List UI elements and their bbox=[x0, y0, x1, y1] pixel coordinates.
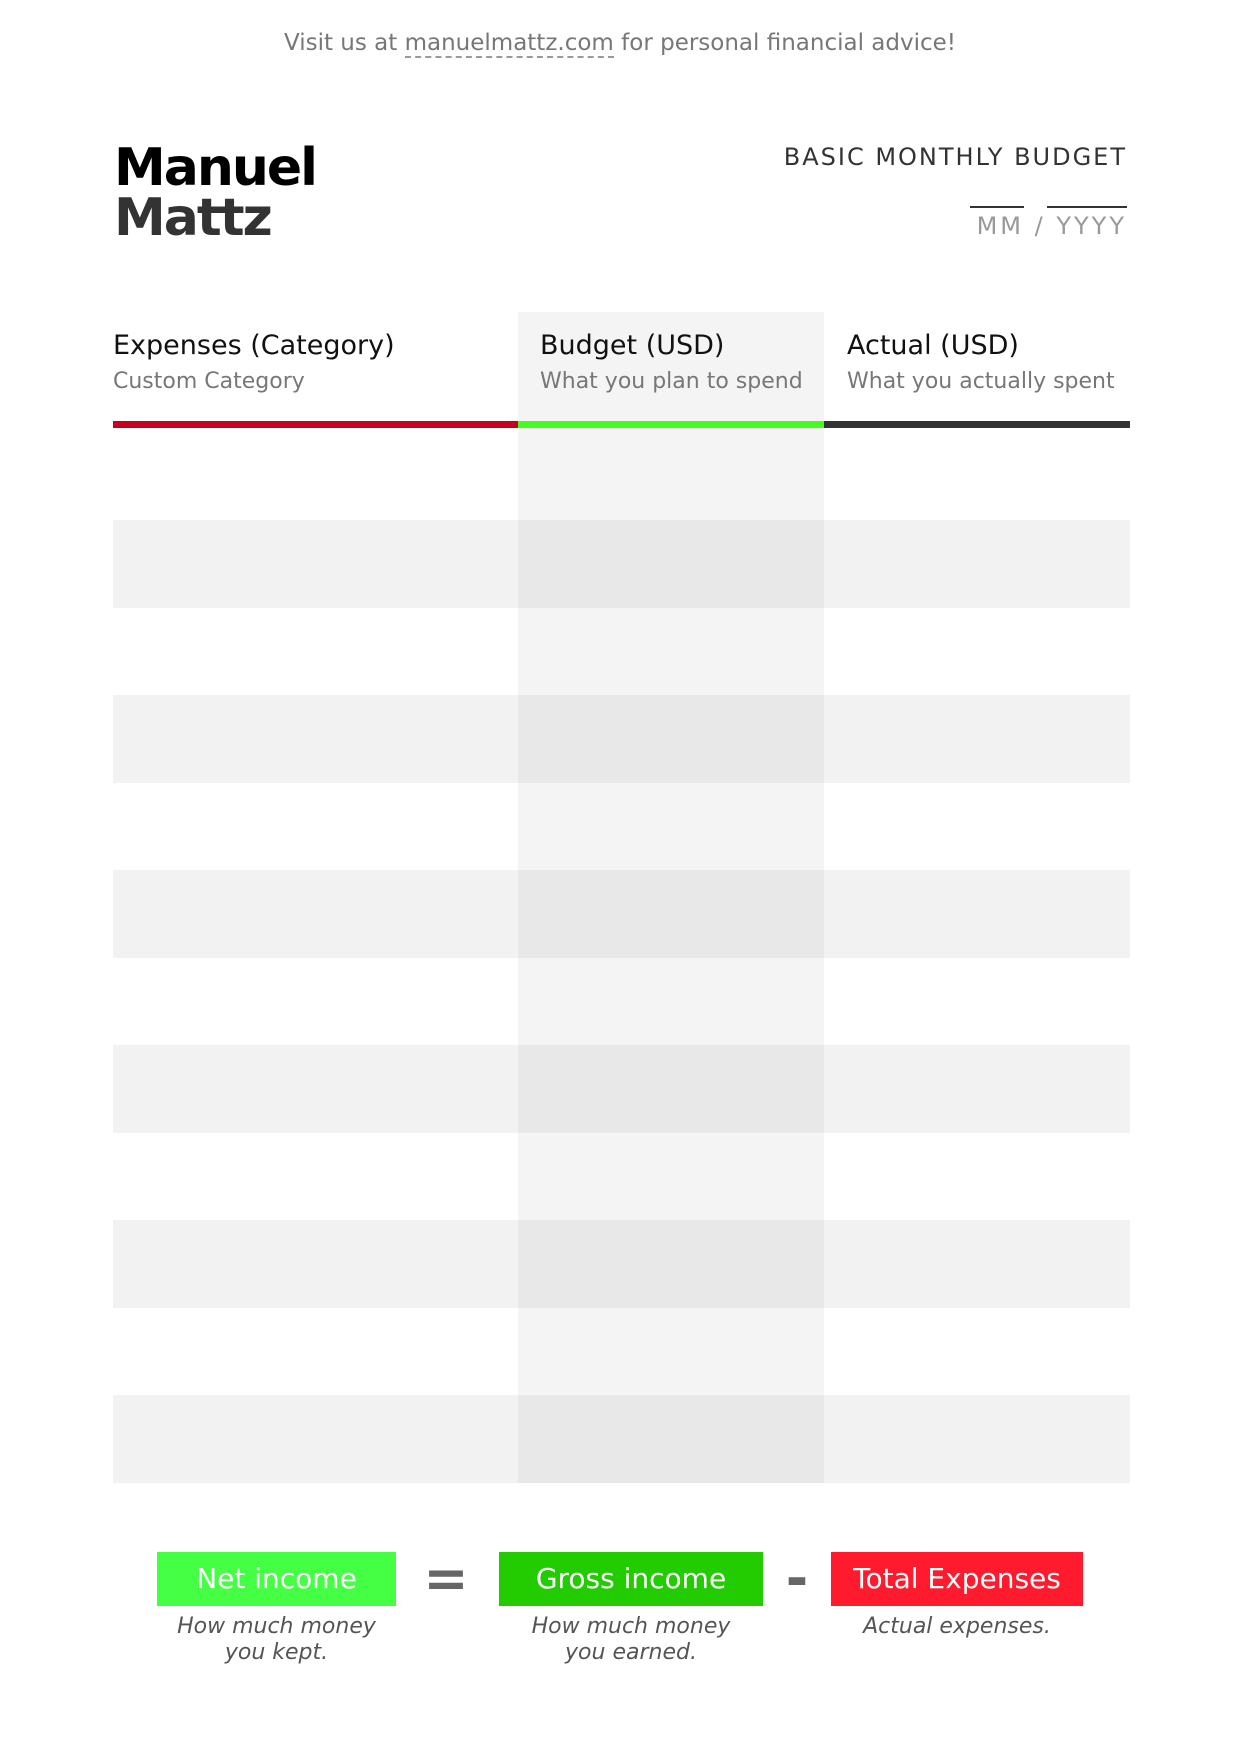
category-cell[interactable] bbox=[113, 1307, 518, 1395]
table-row bbox=[113, 695, 1130, 783]
table-row bbox=[113, 1395, 1130, 1483]
actual-cell[interactable] bbox=[824, 695, 1130, 783]
budget-cell[interactable] bbox=[518, 1220, 824, 1308]
table-row bbox=[113, 520, 1130, 608]
promo-prefix: Visit us at bbox=[283, 30, 405, 56]
document-title: BASIC MONTHLY BUDGET bbox=[783, 143, 1127, 171]
gross-income-caption: How much money you earned. bbox=[531, 1614, 731, 1665]
actual-cell[interactable] bbox=[824, 607, 1130, 695]
date-field[interactable] bbox=[967, 206, 1127, 246]
budget-cell[interactable] bbox=[518, 1395, 824, 1483]
category-cell[interactable] bbox=[113, 782, 518, 870]
total-expenses-caption: Actual expenses. bbox=[863, 1614, 1051, 1639]
equals-sign: = bbox=[423, 1547, 469, 1610]
budget-accent-bar bbox=[518, 421, 824, 428]
brand-logo bbox=[114, 138, 316, 248]
category-cell[interactable] bbox=[113, 695, 518, 783]
budget-cell[interactable] bbox=[518, 1045, 824, 1133]
category-cell[interactable] bbox=[113, 1220, 518, 1308]
category-cell[interactable] bbox=[113, 432, 518, 520]
budget-cell[interactable] bbox=[518, 520, 824, 608]
category-cell[interactable] bbox=[113, 957, 518, 1045]
column-subtitle: What you actually spent bbox=[847, 369, 1115, 394]
actual-cell[interactable] bbox=[824, 432, 1130, 520]
column-header-actual bbox=[847, 330, 1115, 394]
table-row bbox=[113, 1132, 1130, 1220]
actual-accent-bar bbox=[824, 421, 1130, 428]
actual-cell[interactable] bbox=[824, 957, 1130, 1045]
column-title: Actual (USD) bbox=[847, 330, 1019, 361]
column-header-expenses bbox=[113, 330, 395, 394]
column-subtitle: What you plan to spend bbox=[540, 369, 803, 394]
budget-cell[interactable] bbox=[518, 607, 824, 695]
table-row bbox=[113, 957, 1130, 1045]
website-link[interactable]: manuelmattz.com bbox=[404, 30, 614, 56]
actual-cell[interactable] bbox=[824, 1307, 1130, 1395]
budget-cell[interactable] bbox=[518, 695, 824, 783]
actual-cell[interactable] bbox=[824, 520, 1130, 608]
actual-cell[interactable] bbox=[824, 870, 1130, 958]
table-row bbox=[113, 1220, 1130, 1308]
actual-cell[interactable] bbox=[824, 1395, 1130, 1483]
year-blank-line bbox=[1047, 206, 1127, 208]
budget-cell[interactable] bbox=[518, 432, 824, 520]
table-row bbox=[113, 607, 1130, 695]
budget-table bbox=[113, 312, 1130, 1482]
table-row bbox=[113, 870, 1130, 958]
budget-cell[interactable] bbox=[518, 1307, 824, 1395]
promo-banner bbox=[0, 30, 1240, 56]
net-income-formula bbox=[0, 1547, 1240, 1682]
budget-cell[interactable] bbox=[518, 782, 824, 870]
net-income-caption: How much money you kept. bbox=[177, 1614, 376, 1665]
date-placeholder: MM / YYYY bbox=[976, 212, 1127, 240]
table-row bbox=[113, 432, 1130, 520]
minus-sign: - bbox=[785, 1547, 809, 1610]
actual-cell[interactable] bbox=[824, 782, 1130, 870]
category-cell[interactable] bbox=[113, 520, 518, 608]
total-expenses-box: Total Expenses bbox=[831, 1552, 1083, 1606]
brand-line-1: Manuel bbox=[114, 138, 316, 198]
budget-cell[interactable] bbox=[518, 1132, 824, 1220]
table-row bbox=[113, 782, 1130, 870]
actual-cell[interactable] bbox=[824, 1132, 1130, 1220]
expenses-accent-bar bbox=[113, 421, 518, 428]
column-subtitle: Custom Category bbox=[113, 369, 305, 394]
budget-cell[interactable] bbox=[518, 957, 824, 1045]
gross-income-box: Gross income bbox=[499, 1552, 763, 1606]
category-cell[interactable] bbox=[113, 607, 518, 695]
brand-line-2: Mattz bbox=[114, 188, 271, 248]
column-title: Budget (USD) bbox=[540, 330, 725, 361]
table-row bbox=[113, 1307, 1130, 1395]
category-cell[interactable] bbox=[113, 870, 518, 958]
category-cell[interactable] bbox=[113, 1395, 518, 1483]
month-blank-line bbox=[970, 206, 1024, 208]
actual-cell[interactable] bbox=[824, 1220, 1130, 1308]
promo-suffix: for personal financial advice! bbox=[613, 30, 957, 56]
table-row bbox=[113, 1045, 1130, 1133]
column-header-budget bbox=[540, 330, 803, 394]
budget-cell[interactable] bbox=[518, 870, 824, 958]
category-cell[interactable] bbox=[113, 1045, 518, 1133]
column-title: Expenses (Category) bbox=[113, 330, 395, 361]
net-income-box: Net income bbox=[157, 1552, 396, 1606]
actual-cell[interactable] bbox=[824, 1045, 1130, 1133]
category-cell[interactable] bbox=[113, 1132, 518, 1220]
